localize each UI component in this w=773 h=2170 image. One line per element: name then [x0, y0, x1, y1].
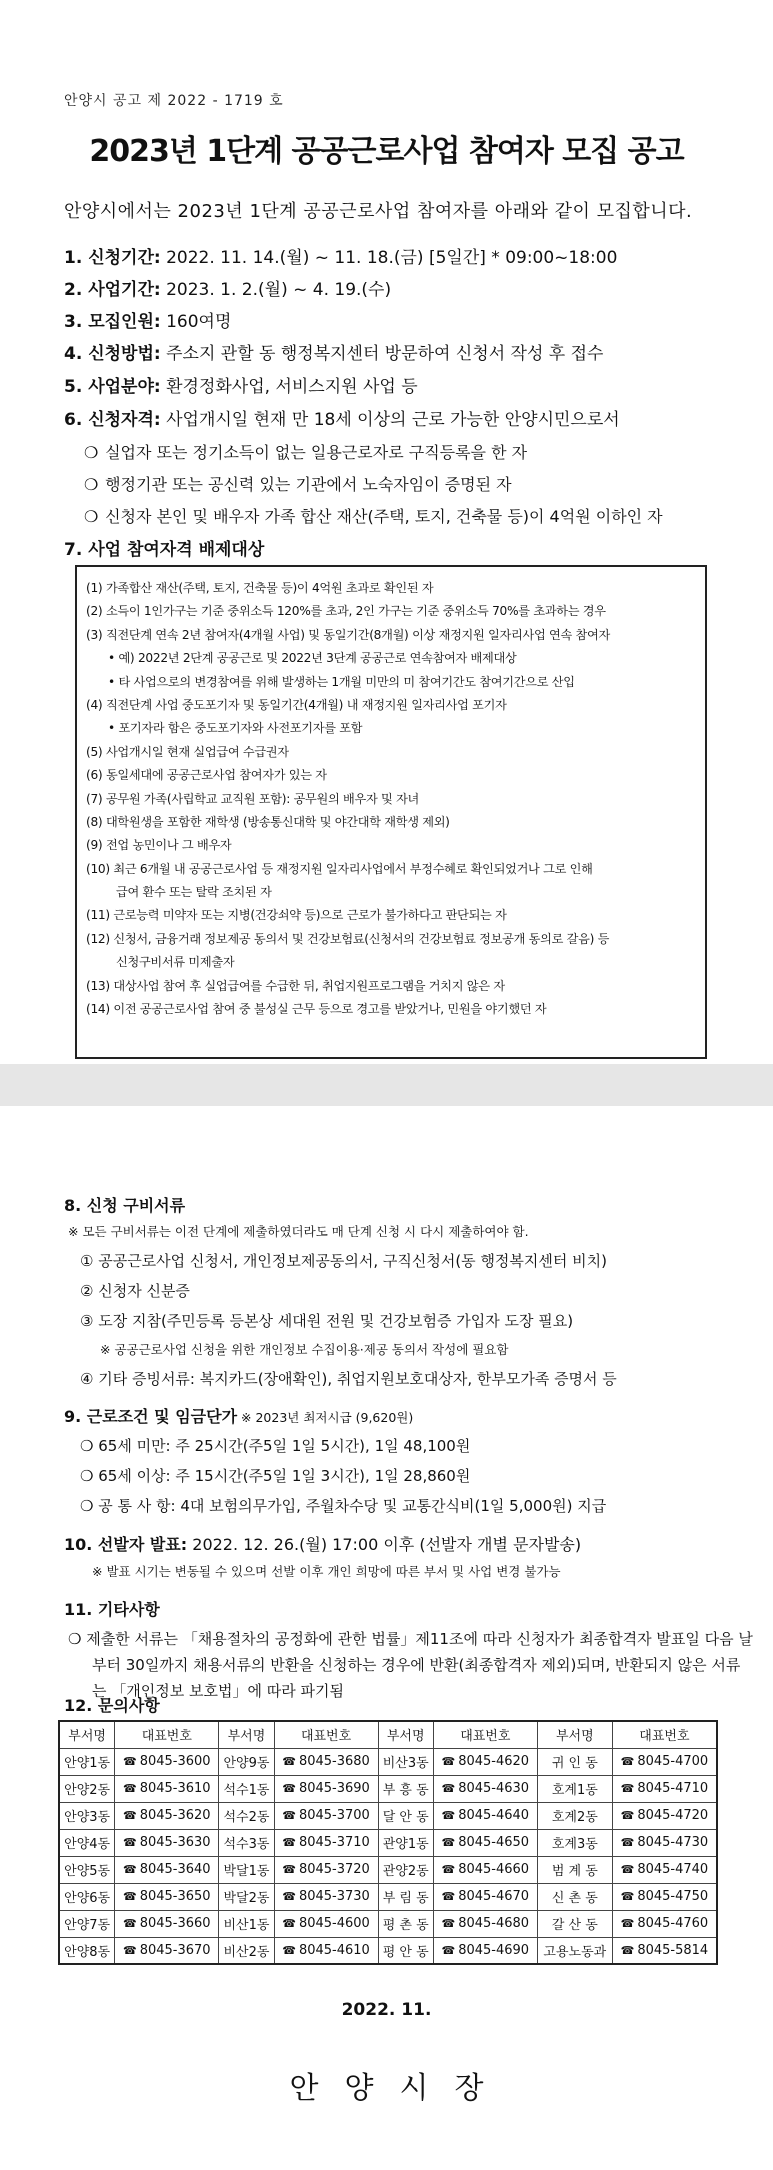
column-header-phone: 대표번호	[274, 1721, 378, 1748]
section-7-title: 7. 사업 참여자격 배제대상	[64, 540, 265, 560]
department-cell: 안양1동	[59, 1748, 115, 1775]
phone-number: 8045-4640	[458, 1808, 530, 1823]
department-cell: 호계2동	[537, 1802, 612, 1829]
phone-number: 8045-4660	[458, 1862, 530, 1877]
phone-number: 8045-4650	[458, 1835, 530, 1850]
table-row	[59, 1748, 717, 1775]
contact-table-body	[59, 1748, 717, 1964]
exclusion-item: (2) 소득이 1인가구는 기준 중위소득 120%를 초과, 2인 가구는 기준 중위소득 70%를 초과하는 경우	[86, 604, 606, 619]
phone-cell	[612, 1748, 717, 1775]
phone-icon: ☎	[123, 1809, 137, 1822]
phone-icon: ☎	[123, 1836, 137, 1849]
phone-icon: ☎	[441, 1809, 456, 1822]
exclusion-item: (14) 이전 공공근로사업 참여 중 불성실 근무 등으로 경고를 받았거나, 민원을 야기했던 자	[86, 1002, 547, 1017]
section-9-title: 9. 근로조건 및 임금단가 ※ 2023년 최저시급 (9,620원)	[64, 1407, 414, 1426]
phone-number: 8045-4730	[637, 1835, 709, 1850]
item-application-method: 4. 신청방법: 주소지 관할 동 행정복지센터 방문하여 신청서 작성 후 접수	[64, 344, 604, 364]
phone-icon: ☎	[441, 1943, 456, 1957]
section-11-title: 11. 기타사항	[64, 1600, 160, 1619]
phone-cell	[612, 1910, 717, 1937]
phone-number: 8045-3690	[298, 1781, 370, 1796]
section-10: 10. 선발자 발표: 2022. 12. 26.(월) 17:00 이후 (선발자 개별 문자발송)	[64, 1535, 582, 1554]
phone-number: 8045-3640	[139, 1862, 211, 1877]
wage-line: ❍ 65세 이상: 주 15시간(주5일 1일 3시간), 1일 28,860원	[80, 1467, 471, 1485]
department-cell: 관양1동	[378, 1829, 433, 1856]
section-10-note: ※ 발표 시기는 변동될 수 있으며 선발 이후 개인 희망에 따른 부서 및 사업 변경 불가능	[92, 1564, 561, 1579]
department-cell: 호계3동	[537, 1829, 612, 1856]
phone-number: 8045-4630	[458, 1781, 530, 1796]
phone-icon: ☎	[282, 1863, 296, 1876]
table-row	[59, 1856, 717, 1883]
department-cell: 달 안 동	[378, 1802, 433, 1829]
phone-icon: ☎	[620, 1782, 635, 1795]
department-cell: 박달2동	[219, 1883, 274, 1910]
section-8-title: 8. 신청 구비서류	[64, 1196, 186, 1215]
column-header-phone: 대표번호	[433, 1721, 537, 1748]
exclusion-item: • 예) 2022년 2단계 공공근로 및 2022년 3단계 공공근로 연속참여자 배제대상	[108, 651, 517, 666]
column-header-department: 부서명	[537, 1721, 612, 1748]
phone-icon: ☎	[441, 1890, 456, 1903]
item-application-period: 1. 신청기간: 2022. 11. 14.(월) ~ 11. 18.(금) [5일간] * 09:00~18:00	[64, 248, 618, 268]
phone-number: 8045-5814	[637, 1942, 709, 1958]
phone-number: 8045-4690	[458, 1942, 530, 1958]
phone-number: 8045-3620	[139, 1808, 211, 1823]
phone-cell	[274, 1829, 378, 1856]
phone-number: 8045-3650	[139, 1889, 211, 1904]
department-cell: 박달1동	[219, 1856, 274, 1883]
phone-icon: ☎	[620, 1890, 635, 1903]
contact-table	[58, 1720, 718, 1965]
phone-cell	[612, 1829, 717, 1856]
circle-bullet-icon: ❍	[84, 507, 99, 526]
phone-number: 8045-4600	[298, 1916, 370, 1931]
phone-number: 8045-3710	[298, 1835, 370, 1850]
phone-number: 8045-4750	[637, 1889, 709, 1904]
phone-number: 8045-4740	[637, 1862, 709, 1877]
department-cell: 안양5동	[59, 1856, 115, 1883]
document-page-1	[0, 0, 773, 1064]
phone-number: 8045-3670	[139, 1942, 211, 1958]
phone-cell	[433, 1937, 537, 1964]
phone-number: 8045-3680	[298, 1754, 370, 1769]
department-cell: 안양9동	[219, 1748, 274, 1775]
department-cell: 비산3동	[378, 1748, 433, 1775]
table-row	[59, 1775, 717, 1802]
phone-cell	[274, 1775, 378, 1802]
item-project-period: 2. 사업기간: 2023. 1. 2.(월) ~ 4. 19.(수)	[64, 280, 392, 300]
section-12-title: 12. 문의사항	[64, 1696, 160, 1715]
exclusion-item: (8) 대학원생을 포함한 재학생 (방송통신대학 및 야간대학 재학생 제외)	[86, 814, 450, 829]
column-header-phone: 대표번호	[612, 1721, 717, 1748]
circle-bullet-icon: ❍	[80, 1437, 94, 1455]
required-doc-note: ※ 공공근로사업 신청을 위한 개인정보 수집이용·제공 동의서 작성에 필요함	[100, 1342, 509, 1357]
phone-number: 8045-4700	[637, 1754, 709, 1769]
phone-icon: ☎	[123, 1890, 137, 1903]
department-cell: 갈 산 동	[537, 1910, 612, 1937]
phone-cell	[115, 1748, 219, 1775]
phone-cell	[274, 1937, 378, 1964]
phone-number: 8045-4710	[637, 1781, 709, 1796]
department-cell: 부 림 동	[378, 1883, 433, 1910]
phone-cell	[433, 1910, 537, 1937]
announcement-date: 2022. 11.	[341, 2000, 432, 2020]
department-cell: 평 안 동	[378, 1937, 433, 1964]
phone-cell	[115, 1937, 219, 1964]
phone-cell	[433, 1775, 537, 1802]
department-cell: 안양6동	[59, 1883, 115, 1910]
phone-number: 8045-4680	[458, 1916, 530, 1931]
misc-line: 부터 30일까지 채용서류의 반환을 신청하는 경우에 반환(최종합격자 제외)되며, 반환되지 않은 서류	[92, 1656, 741, 1674]
phone-icon: ☎	[123, 1782, 137, 1795]
notice-number: 안양시 공고 제 2022 - 1719 호	[64, 93, 284, 109]
exclusion-item: (9) 전업 농민이나 그 배우자	[86, 838, 232, 853]
exclusion-item: (3) 직전단계 연속 2년 참여자(4개월 사업) 및 동일기간(8개월) 이상 재정지원 일자리사업 연속 참여자	[86, 627, 610, 642]
circle-bullet-icon: ❍	[84, 443, 99, 462]
department-cell: 석수3동	[219, 1829, 274, 1856]
department-cell: 석수1동	[219, 1775, 274, 1802]
qualification-line: ❍ 행정기관 또는 공신력 있는 기관에서 노숙자임이 증명된 자	[84, 475, 512, 494]
department-cell: 호계1동	[537, 1775, 612, 1802]
exclusion-item: (7) 공무원 가족(사립학교 교직원 포함): 공무원의 배우자 및 자녀	[86, 791, 420, 806]
phone-icon: ☎	[441, 1917, 456, 1930]
phone-cell	[115, 1829, 219, 1856]
exclusion-item: • 포기자라 함은 중도포기자와 사전포기자를 포함	[108, 721, 363, 736]
phone-number: 8045-3600	[139, 1754, 211, 1769]
department-cell: 안양8동	[59, 1937, 115, 1964]
exclusion-item: 급여 환수 또는 탈락 조치된 자	[116, 885, 272, 900]
circle-bullet-icon: ❍	[84, 475, 99, 494]
phone-icon: ☎	[620, 1755, 635, 1768]
wage-line: ❍ 공 통 사 항: 4대 보험의무가입, 주월차수당 및 교통간식비(1일 5,000원) 지급	[80, 1497, 607, 1515]
intro-text: 안양시에서는 2023년 1단계 공공근로사업 참여자를 아래와 같이 모집합니다.	[64, 201, 693, 222]
phone-cell	[274, 1748, 378, 1775]
wage-line: ❍ 65세 미만: 주 25시간(주5일 1일 5시간), 1일 48,100원	[80, 1437, 471, 1455]
exclusion-item: (12) 신청서, 금융거래 정보제공 동의서 및 건강보험료(신청서의 건강보험료 정보공개 동의로 갈음) 등	[86, 931, 610, 946]
department-cell: 관양2동	[378, 1856, 433, 1883]
exclusion-item: • 타 사업으로의 변경참여를 위해 발생하는 1개월 미만의 미 참여기간도 참여기간으로 산입	[108, 674, 575, 689]
phone-icon: ☎	[441, 1836, 456, 1849]
phone-cell	[433, 1829, 537, 1856]
qualification-line: ❍ 신청자 본인 및 배우자 가족 합산 재산(주택, 토지, 건축물 등)이 4억원 이하인 자	[84, 507, 663, 526]
phone-icon: ☎	[441, 1782, 456, 1795]
phone-cell	[115, 1802, 219, 1829]
exclusion-item: (1) 가족합산 재산(주택, 토지, 건축물 등)이 4억원 초과로 확인된 자	[86, 581, 434, 595]
phone-cell	[115, 1910, 219, 1937]
exclusion-box	[75, 565, 707, 1059]
phone-icon: ☎	[282, 1755, 296, 1768]
section-8-note: ※ 모든 구비서류는 이전 단계에 제출하였더라도 매 단계 신청 시 다시 제출하여야 함.	[68, 1224, 529, 1239]
phone-number: 8045-3720	[298, 1862, 370, 1877]
phone-icon: ☎	[620, 1836, 635, 1849]
phone-icon: ☎	[620, 1917, 635, 1930]
department-cell: 고용노동과	[537, 1937, 612, 1964]
table-row	[59, 1802, 717, 1829]
item-project-field: 5. 사업분야: 환경정화사업, 서비스지원 사업 등	[64, 377, 418, 397]
exclusion-item: (11) 근로능력 미약자 또는 지병(건강쇠약 등)으로 근로가 불가하다고 판단되는 자	[86, 908, 507, 923]
phone-cell	[612, 1856, 717, 1883]
column-header-department: 부서명	[219, 1721, 274, 1748]
exclusion-item: (5) 사업개시일 현재 실업급여 수급권자	[86, 744, 289, 759]
column-header-department: 부서명	[378, 1721, 433, 1748]
required-doc-item: ④ 기타 증빙서류: 복지카드(장애확인), 취업지원보호대상자, 한부모가족 증명서 등	[80, 1370, 617, 1388]
qualification-line: ❍ 실업자 또는 정기소득이 없는 일용근로자로 구직등록을 한 자	[84, 443, 528, 462]
phone-cell	[274, 1910, 378, 1937]
department-cell: 안양3동	[59, 1802, 115, 1829]
department-cell: 안양7동	[59, 1910, 115, 1937]
department-cell: 비산2동	[219, 1937, 274, 1964]
page-title: 2023년 1단계 공공근로사업 참여자 모집 공고	[89, 134, 684, 169]
exclusion-item: (10) 최근 6개월 내 공공근로사업 등 재정지원 일자리사업에서 부정수혜로 확인되었거나 그로 인해	[86, 861, 593, 876]
table-row	[59, 1937, 717, 1964]
phone-icon: ☎	[123, 1917, 137, 1930]
table-row	[59, 1883, 717, 1910]
misc-line: ❍ 제출한 서류는 「채용절차의 공정화에 관한 법률」제11조에 따라 신청자가 최종합격자 발표일 다음 날	[68, 1630, 753, 1648]
required-doc-item: ② 신청자 신분증	[80, 1282, 190, 1300]
required-doc-item: ① 공공근로사업 신청서, 개인정보제공동의서, 구직신청서(동 행정복지센터 비치)	[80, 1252, 607, 1270]
circle-bullet-icon: ❍	[80, 1467, 94, 1485]
phone-number: 8045-3660	[139, 1916, 211, 1931]
phone-number: 8045-4720	[637, 1808, 709, 1823]
phone-icon: ☎	[123, 1943, 137, 1957]
exclusion-item: (4) 직전단계 사업 중도포기자 및 동일기간(4개월) 내 재정지원 일자리사업 포기자	[86, 697, 507, 712]
department-cell: 안양4동	[59, 1829, 115, 1856]
exclusion-item: (6) 동일세대에 공공근로사업 참여자가 있는 자	[86, 768, 327, 783]
department-cell: 귀 인 동	[537, 1748, 612, 1775]
item-recruit-count: 3. 모집인원: 160여명	[64, 312, 232, 332]
exclusion-item: (13) 대상사업 참여 후 실업급여를 수급한 뒤, 취업지원프로그램을 거치지 않은 자	[86, 978, 505, 993]
department-cell: 범 계 동	[537, 1856, 612, 1883]
phone-icon: ☎	[441, 1863, 456, 1876]
department-cell: 비산1동	[219, 1910, 274, 1937]
circle-bullet-icon: ❍	[80, 1497, 94, 1515]
phone-number: 8045-4610	[298, 1942, 370, 1958]
phone-icon: ☎	[620, 1943, 635, 1957]
signer: 안양시장	[289, 2071, 510, 2106]
phone-cell	[433, 1856, 537, 1883]
phone-number: 8045-4760	[637, 1916, 709, 1931]
phone-number: 8045-4670	[458, 1889, 530, 1904]
column-header-phone: 대표번호	[115, 1721, 219, 1748]
required-doc-item: ③ 도장 지참(주민등록 등본상 세대원 전원 및 건강보험증 가입자 도장 필요)	[80, 1312, 574, 1330]
phone-icon: ☎	[282, 1917, 296, 1930]
item-qualification: 6. 신청자격: 사업개시일 현재 만 18세 이상의 근로 가능한 안양시민으로서	[64, 410, 620, 430]
phone-cell	[433, 1802, 537, 1829]
department-cell: 부 흥 동	[378, 1775, 433, 1802]
phone-icon: ☎	[620, 1863, 635, 1876]
phone-cell	[115, 1775, 219, 1802]
table-row	[59, 1910, 717, 1937]
phone-number: 8045-3700	[298, 1808, 370, 1823]
phone-icon: ☎	[123, 1863, 137, 1876]
department-cell: 안양2동	[59, 1775, 115, 1802]
phone-icon: ☎	[620, 1809, 635, 1822]
phone-icon: ☎	[441, 1755, 456, 1768]
phone-number: 8045-4620	[458, 1754, 530, 1769]
phone-number: 8045-3630	[139, 1835, 211, 1850]
phone-cell	[274, 1802, 378, 1829]
phone-cell	[433, 1748, 537, 1775]
phone-cell	[612, 1775, 717, 1802]
contact-table-header	[59, 1721, 717, 1748]
misc-line: 는 「개인정보 보호법」에 따라 파기됨	[92, 1682, 344, 1700]
table-row	[59, 1829, 717, 1856]
phone-cell	[274, 1856, 378, 1883]
exclusion-item: 신청구비서류 미제출자	[116, 955, 235, 970]
column-header-department: 부서명	[59, 1721, 115, 1748]
department-cell: 평 촌 동	[378, 1910, 433, 1937]
exclusion-list	[86, 577, 698, 1021]
circle-bullet-icon: ❍	[68, 1630, 82, 1648]
phone-icon: ☎	[282, 1782, 296, 1795]
phone-cell	[612, 1802, 717, 1829]
phone-icon: ☎	[282, 1809, 296, 1822]
phone-cell	[115, 1856, 219, 1883]
department-cell: 신 촌 동	[537, 1883, 612, 1910]
phone-number: 8045-3610	[139, 1781, 211, 1796]
phone-cell	[612, 1937, 717, 1964]
phone-number: 8045-3730	[298, 1889, 370, 1904]
phone-icon: ☎	[282, 1890, 296, 1903]
phone-cell	[115, 1883, 219, 1910]
phone-cell	[274, 1883, 378, 1910]
phone-icon: ☎	[282, 1836, 296, 1849]
phone-icon: ☎	[282, 1943, 296, 1957]
phone-cell	[612, 1883, 717, 1910]
department-cell: 석수2동	[219, 1802, 274, 1829]
phone-cell	[433, 1883, 537, 1910]
phone-icon: ☎	[123, 1755, 137, 1768]
